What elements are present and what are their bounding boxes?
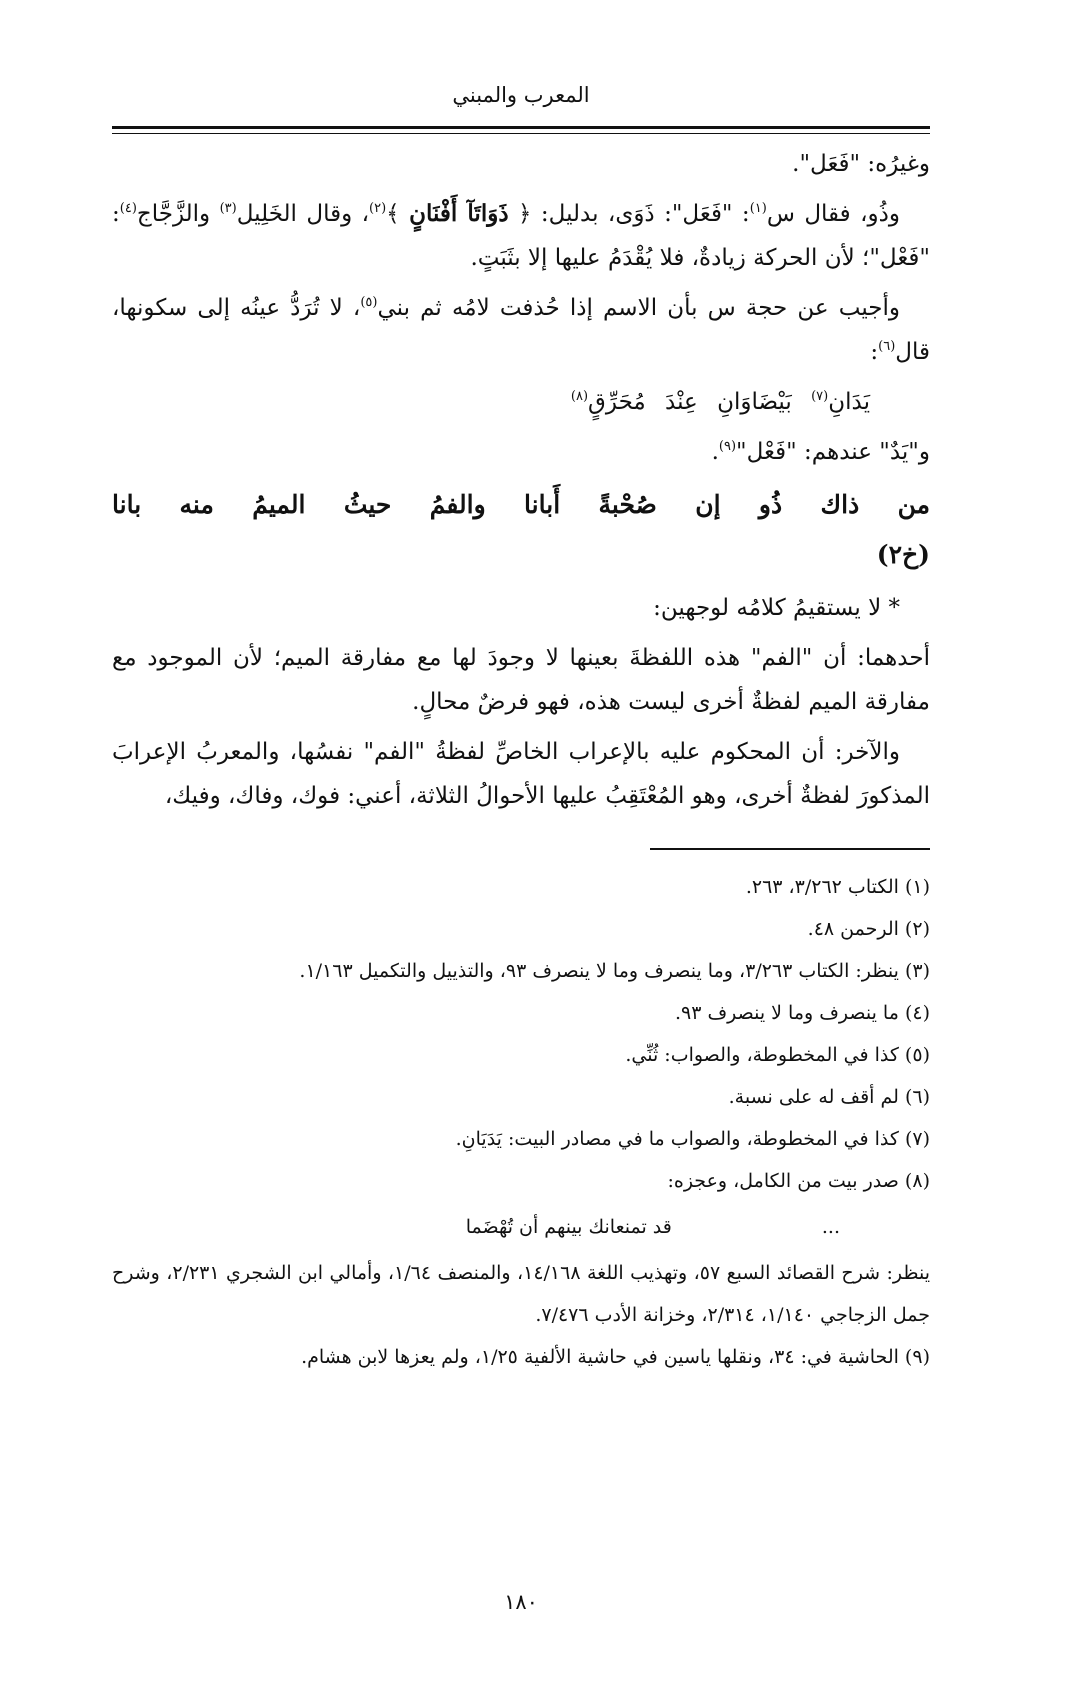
footnotes bbox=[112, 866, 930, 1378]
poem-ellipsis: ... bbox=[821, 1216, 840, 1238]
p2-text-b: : "فَعَل": ذَوَى، بدليل: ﴿ bbox=[518, 201, 750, 227]
footnote-8-sources: ينظر: شرح القصائد السبع ٥٧، وتهذيب اللغة ١٤/١٦٨، والمنصف ١/٦٤، وأمالي ابن الشجري ٢/٢٣١، وشرح جمل الزجاجي ١/١٤٠، ٢/٣١٤، وخزانة الأدب ٧/٤٧٦. bbox=[112, 1262, 930, 1326]
bold-word: الميمُ bbox=[252, 490, 306, 519]
p2-text-f: : "فَعْل"؛ لأن الحركة زيادةٌ، فلا يُقْدَمُ عليها إلا بثَبَتٍ. bbox=[112, 201, 930, 271]
verse-line bbox=[112, 380, 930, 424]
page-number: ١٨٠ bbox=[504, 1590, 538, 1614]
p2-text-e: والزَّجَّاج bbox=[136, 201, 220, 227]
bold-word: من bbox=[897, 490, 930, 519]
footnote-6: (٦) لم أقف له على نسبة. bbox=[728, 1086, 930, 1108]
bold-word: صُحْبةً bbox=[598, 490, 657, 519]
bold-word: أَبانا bbox=[524, 490, 561, 519]
footnote-poem-line bbox=[112, 1202, 930, 1252]
footnote-5: (٥) كذا في المخطوطة، والصواب: ثُنِّي. bbox=[625, 1044, 930, 1066]
footnote-ref-9[interactable]: (٩) bbox=[718, 439, 737, 454]
bold-word: ذاك bbox=[820, 490, 860, 519]
p3-text-b: ، لا تُرَدُّ عينُه إلى سكونها، قال bbox=[112, 295, 930, 365]
book-page bbox=[112, 60, 930, 1660]
footnote-ref-4[interactable]: (٤) bbox=[119, 201, 137, 216]
verse-text-b: بَيْضَاوَانِ عِنْدَ مُحَرِّقٍ bbox=[588, 389, 812, 415]
footnote-ref-5[interactable]: (٥) bbox=[360, 295, 378, 310]
footnote-3: (٣) ينظر: الكتاب ٣/٢٦٣، وما ينصرف وما لا ينصرف ٩٣، والتذييل والتكميل ١/١٦٣. bbox=[299, 960, 930, 982]
footnote-ref-3[interactable]: (٣) bbox=[219, 201, 237, 216]
header-rule-thin bbox=[112, 133, 930, 134]
verse-text-a: يَدَانِ bbox=[828, 389, 870, 415]
bold-word: بانا bbox=[112, 490, 142, 519]
footnote-7: (٧) كذا في المخطوطة، والصواب ما في مصادر البيت: يَدَيَانِ. bbox=[455, 1128, 930, 1150]
p4-text-a: و"يَدٌ" عندهم: "فَعْل" bbox=[736, 439, 930, 465]
p2-text-c: ﴾ bbox=[386, 201, 400, 227]
paragraph-2 bbox=[112, 192, 930, 280]
p4-text-b: . bbox=[711, 439, 719, 465]
footnote-separator bbox=[650, 848, 930, 850]
paragraph-1: وغيرُه: "فَعَل". bbox=[792, 151, 930, 177]
footnote-1: (١) الكتاب ٣/٢٦٢، ٢٦٣. bbox=[745, 876, 930, 898]
paragraph-4 bbox=[112, 430, 930, 474]
footnote-ref-6[interactable]: (٦) bbox=[878, 339, 896, 354]
manuscript-reference: (خ٢) bbox=[876, 540, 930, 569]
paragraph-3 bbox=[112, 286, 930, 374]
quran-quote: ذَوَاتَآ أَفْنَانٍ bbox=[409, 200, 509, 227]
poem-second-half: قد تمنعانك بينهم أن تُهْضَما bbox=[465, 1216, 672, 1238]
bold-word: والفمُ bbox=[429, 490, 486, 519]
bold-verse bbox=[112, 480, 930, 530]
footnote-2: (٢) الرحمن ٤٨. bbox=[807, 918, 930, 940]
footnote-8: (٨) صدر بيت من الكامل، وعجزه: bbox=[667, 1170, 930, 1192]
p2-text-a: وذُو، فقال س bbox=[766, 201, 900, 227]
bold-word: إن bbox=[695, 490, 721, 519]
footnote-ref-8[interactable]: (٨) bbox=[570, 389, 589, 404]
running-header: المعرب والمبني bbox=[452, 83, 590, 107]
footnote-ref-7[interactable]: (٧) bbox=[811, 389, 829, 404]
paragraph-6: أحدهما: أن "الفم" هذه اللفظةَ بعينها لا وجودَ لها مع مفارقة الميم؛ لأن الموجود مع مفارقة الميم لفظةٌ أخرى ليست هذه، فهو فرضٌ محالٍ. bbox=[112, 645, 930, 715]
footnote-ref-1[interactable]: (١) bbox=[749, 201, 767, 216]
bold-word: حيثُ bbox=[343, 490, 392, 519]
paragraph-7: والآخر: أن المحكوم عليه بالإعراب الخاصِّ لفظةُ "الفم" نفسُها، والمعربُ الإعرابَ المذكورَ لفظةٌ أخرى، وهو المُعْتَقِبُ عليها الأحوالُ الثلاثة، أعني: فوك، وفاك، وفيك، bbox=[112, 739, 930, 809]
bold-word: ذُو bbox=[758, 490, 783, 519]
main-text bbox=[112, 142, 930, 818]
footnote-ref-2[interactable]: (٢) bbox=[369, 201, 387, 216]
p3-text-a: وأجيب عن حجة س بأن الاسم إذا حُذفت لامُه ثم بني bbox=[377, 295, 900, 321]
paragraph-5: * لا يستقيمُ كلامُه لوجهين: bbox=[653, 595, 900, 621]
p3-text-c: : bbox=[870, 339, 879, 365]
bold-word: منه bbox=[179, 490, 214, 519]
p2-text-d: ، وقال الخَلِيل bbox=[236, 201, 370, 227]
footnote-4: (٤) ما ينصرف وما لا ينصرف ٩٣. bbox=[674, 1002, 930, 1024]
header-rule-thick bbox=[112, 126, 930, 129]
footnote-9: (٩) الحاشية في: ٣٤، ونقلها ياسين في حاشية الألفية ١/٢٥، ولم يعزها لابن هشام. bbox=[301, 1346, 930, 1368]
